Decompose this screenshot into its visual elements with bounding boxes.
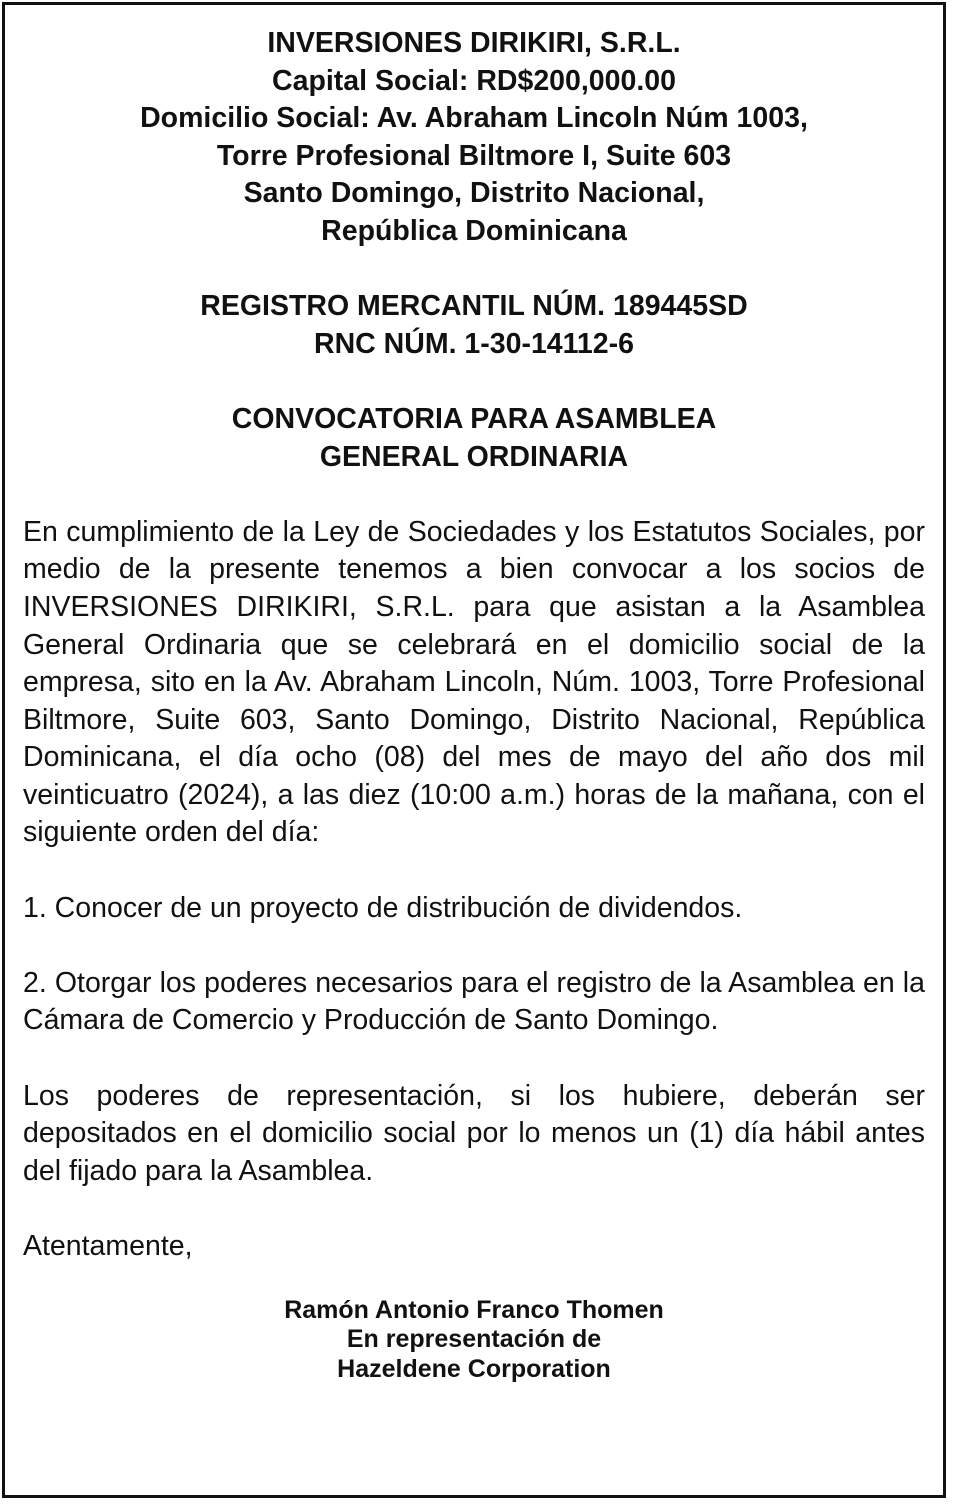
mercantile-registry: REGISTRO MERCANTIL NÚM. 189445SD [200,290,748,323]
intro-paragraph: En cumplimiento de la Ley de Sociedades y los Estatutos Sociales, por medio de la presente tenemos a bien convocar a los socios de INVERSIONES DIRIKIRI, S.R.L. para que asistan a la Asamblea General Ordinaria que se celebrará en el domicilio social de la empresa, sito en la Av. Abraham Lincoln, Núm. 1003, Torre Profesional Biltmore, Suite 603, Santo Domingo, Distrito Nacional, República Dominicana, el día ocho (08) del mes de mayo del año dos mil veinticuatro (2024), a las diez (10:00 a.m.) horas de la mañana, con el siguiente orden del día: [23,515,925,849]
notice-border [2,2,946,1498]
address-line-3: Santo Domingo, Distrito Nacional, [243,177,705,210]
signature-block [23,1296,925,1385]
rnc-number: RNC NÚM. 1-30-14112-6 [314,327,634,360]
signatory-name: Ramón Antonio Franco Thomen [284,1295,664,1324]
notice-title-line-2: GENERAL ORDINARIA [319,440,629,473]
notice-content [23,25,925,1384]
company-header [23,25,925,476]
closing-salutation: Atentamente, [23,1230,193,1262]
agenda-item-2: 2. Otorgar los poderes necesarios para el registro de la Asamblea en la Cámara de Comercio y Producción de Santo Domingo. [23,966,925,1037]
signatory-role: En representación de [346,1325,602,1354]
address-line-1: Domicilio Social: Av. Abraham Lincoln Núm 1003, [140,102,808,135]
agenda-item-1: 1. Conocer de un proyecto de distribución de dividendos. [23,891,743,924]
company-name: INVERSIONES DIRIKIRI, S.R.L. [267,27,681,59]
address-line-4: República Dominicana [321,214,627,247]
proxies-paragraph: Los poderes de representación, si los hubiere, deberán ser depositados en el domicilio social por lo menos un (1) día hábil antes del fijado para la Asamblea. [23,1079,925,1187]
notice-title-line-1: CONVOCATORIA PARA ASAMBLEA [231,402,717,435]
signatory-organization: Hazeldene Corporation [337,1354,611,1383]
capital-social: Capital Social: RD$200,000.00 [272,64,676,97]
address-line-2: Torre Profesional Biltmore I, Suite 603 [216,139,732,172]
